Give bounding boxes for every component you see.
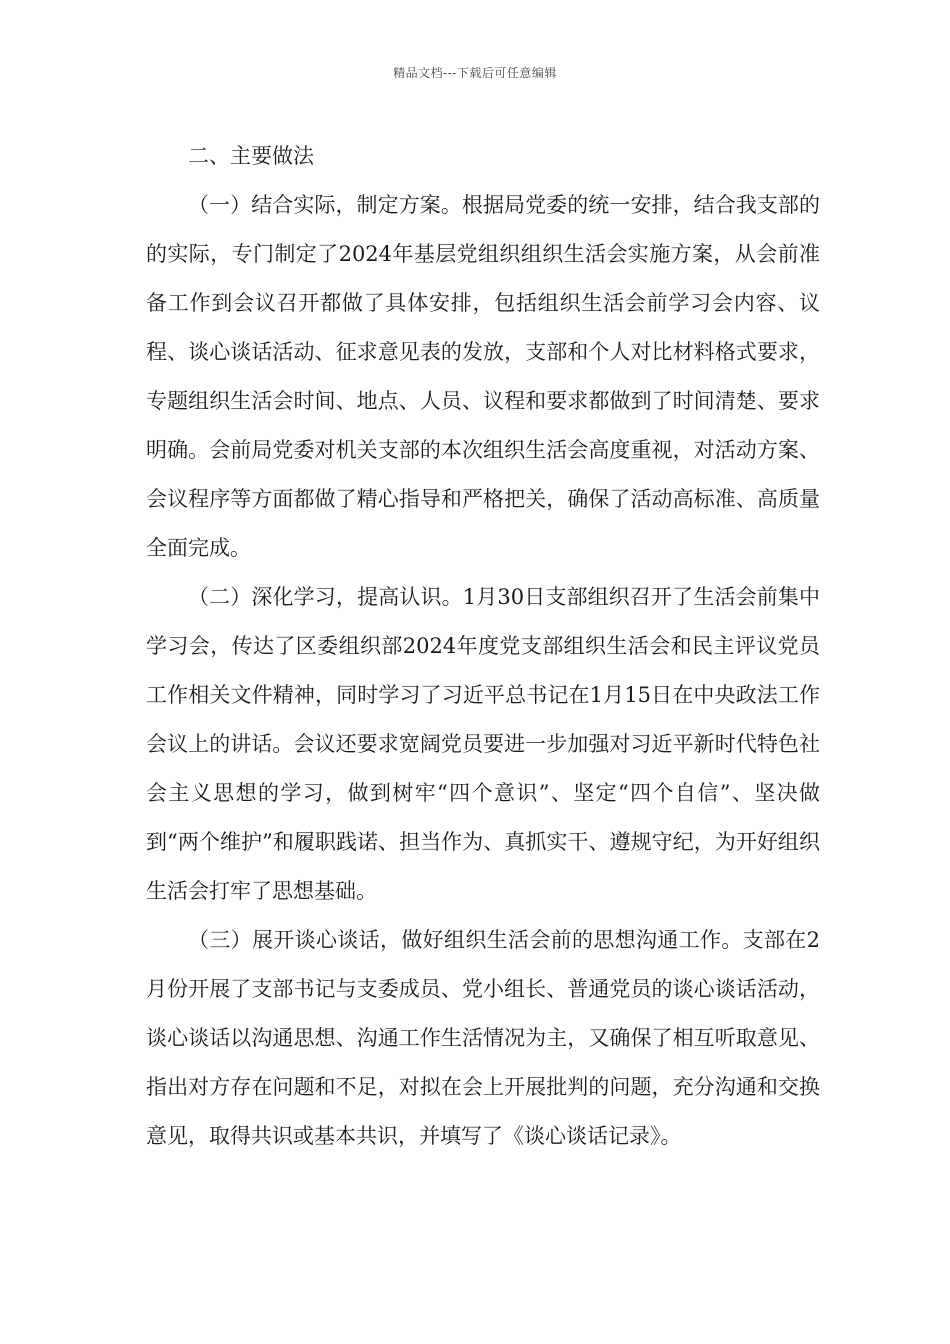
paragraph-3: （三）展开谈心谈话，做好组织生活会前的思想沟通工作。支部在2月份开展了支部书记与支委成员、党小组长、普通党员的谈心谈话活动，谈心谈话以沟通思想、沟通工作生活情况为主，又确保了相互听取意见、指出对方存在问题和不足，对拟在会上开展批判的问题，充分沟通和交换意见，取得共识或基本共识，并填写了《谈心谈话记录》。 bbox=[146, 928, 820, 1148]
paragraph-2: （二）深化学习，提高认识。1月30日支部组织召开了生活会前集中学习会，传达了区委组织部2024年度党支部组织生活会和民主评议党员工作相关文件精神，同时学习了习近平总书记在1月15日在中央政法工作会议上的讲话。会议还要求宽阔党员要进一步加强对习近平新时代特色社会主义思想的学习，做到树牢“四个意识”、坚定“四个自信”、坚决做到“两个维护”和履职践诺、担当作为、真抓实干、遵规守纪，为开好组织生活会打牢了思想基础。 bbox=[146, 585, 820, 903]
page-header: 精品文档---下载后可任意编辑 bbox=[393, 66, 557, 80]
document-body bbox=[146, 132, 820, 1161]
section-heading: 二、主要做法 bbox=[188, 144, 314, 168]
paragraph-1: （一）结合实际，制定方案。根据局党委的统一安排，结合我支部的的实际，专门制定了2024年基层党组织组织生活会实施方案，从会前准备工作到会议召开都做了具体安排，包括组织生活会前学习会内容、议程、谈心谈话活动、征求意见表的发放，支部和个人对比材料格式要求，专题组织生活会时间、地点、人员、议程和要求都做到了时间清楚、要求明确。会前局党委对机关支部的本次组织生活会高度重视，对活动方案、会议程序等方面都做了精心指导和严格把关，确保了活动高标准、高质量全面完成。 bbox=[146, 193, 820, 560]
